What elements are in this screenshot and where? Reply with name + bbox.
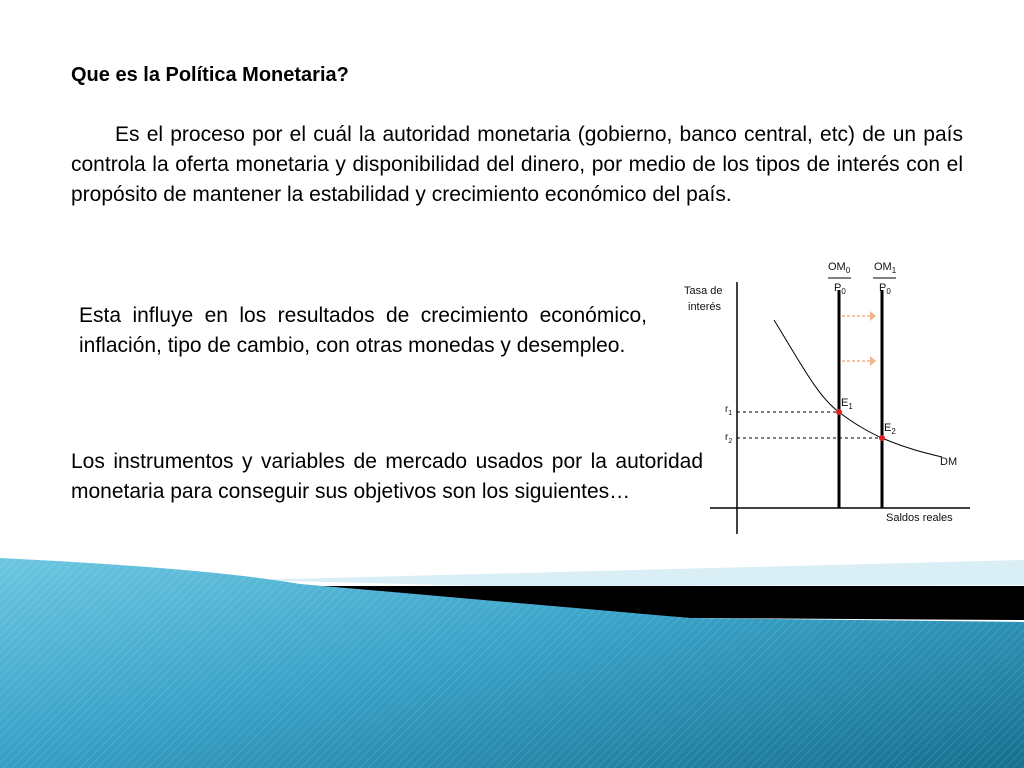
label-om1	[874, 261, 897, 275]
money-market-diagram	[670, 252, 980, 542]
shift-arrow-upper	[842, 311, 876, 321]
equilibrium-label-e1	[841, 397, 853, 411]
instruments-paragraph: Los instrumentos y variables de mercado usados por la autoridad monetaria para conseguir sus objetivos son los siguientes…	[71, 450, 703, 503]
rate-label-r1	[725, 404, 732, 417]
svg-text:OM0: $OM_0$	[828, 261, 851, 275]
slide-title: Que es la Política Monetaria?	[71, 64, 349, 86]
label-p0-second	[879, 282, 891, 296]
footer-decoration	[0, 550, 1024, 768]
svg-text:E1: $E_1$	[841, 397, 853, 411]
definition-paragraph: Es el proceso por el cuál la autoridad monetaria (gobierno, banco central, etc) de un país controla la oferta monetaria y disponibilidad del dinero, por medio de los tipos de interés con el propósito de mantener la estabilidad y crecimiento económico del país.	[71, 123, 963, 206]
svg-text:P0: $P_0$	[834, 282, 846, 296]
svg-text:OM1: $OM_1$	[874, 261, 897, 275]
influence-paragraph: Esta influye en los resultados de crecimiento económico, inflación, tipo de cambio, con otras monedas y desempleo.	[79, 304, 647, 357]
demand-curve	[774, 320, 942, 457]
y-axis-label-line2: interés	[688, 301, 722, 313]
demand-label: DM	[940, 456, 958, 468]
y-axis-label-line1: Tasa de	[684, 285, 723, 297]
svg-text:E2: $E_2$	[884, 422, 896, 436]
equilibrium-point-e1	[836, 409, 842, 415]
equilibrium-label-e2	[884, 422, 896, 436]
light-sweep	[250, 560, 1024, 586]
equilibrium-point-e2	[879, 435, 885, 441]
svg-text:r1: $r_1$	[725, 404, 733, 417]
svg-text:P0: $P_0$	[879, 282, 891, 296]
label-p0-first	[834, 282, 846, 296]
label-om0	[828, 261, 851, 275]
rate-label-r2	[725, 432, 732, 445]
shift-arrow-lower	[842, 356, 876, 366]
svg-text:r2: $r_2$	[725, 432, 733, 445]
x-axis-label: Saldos reales	[886, 512, 953, 524]
